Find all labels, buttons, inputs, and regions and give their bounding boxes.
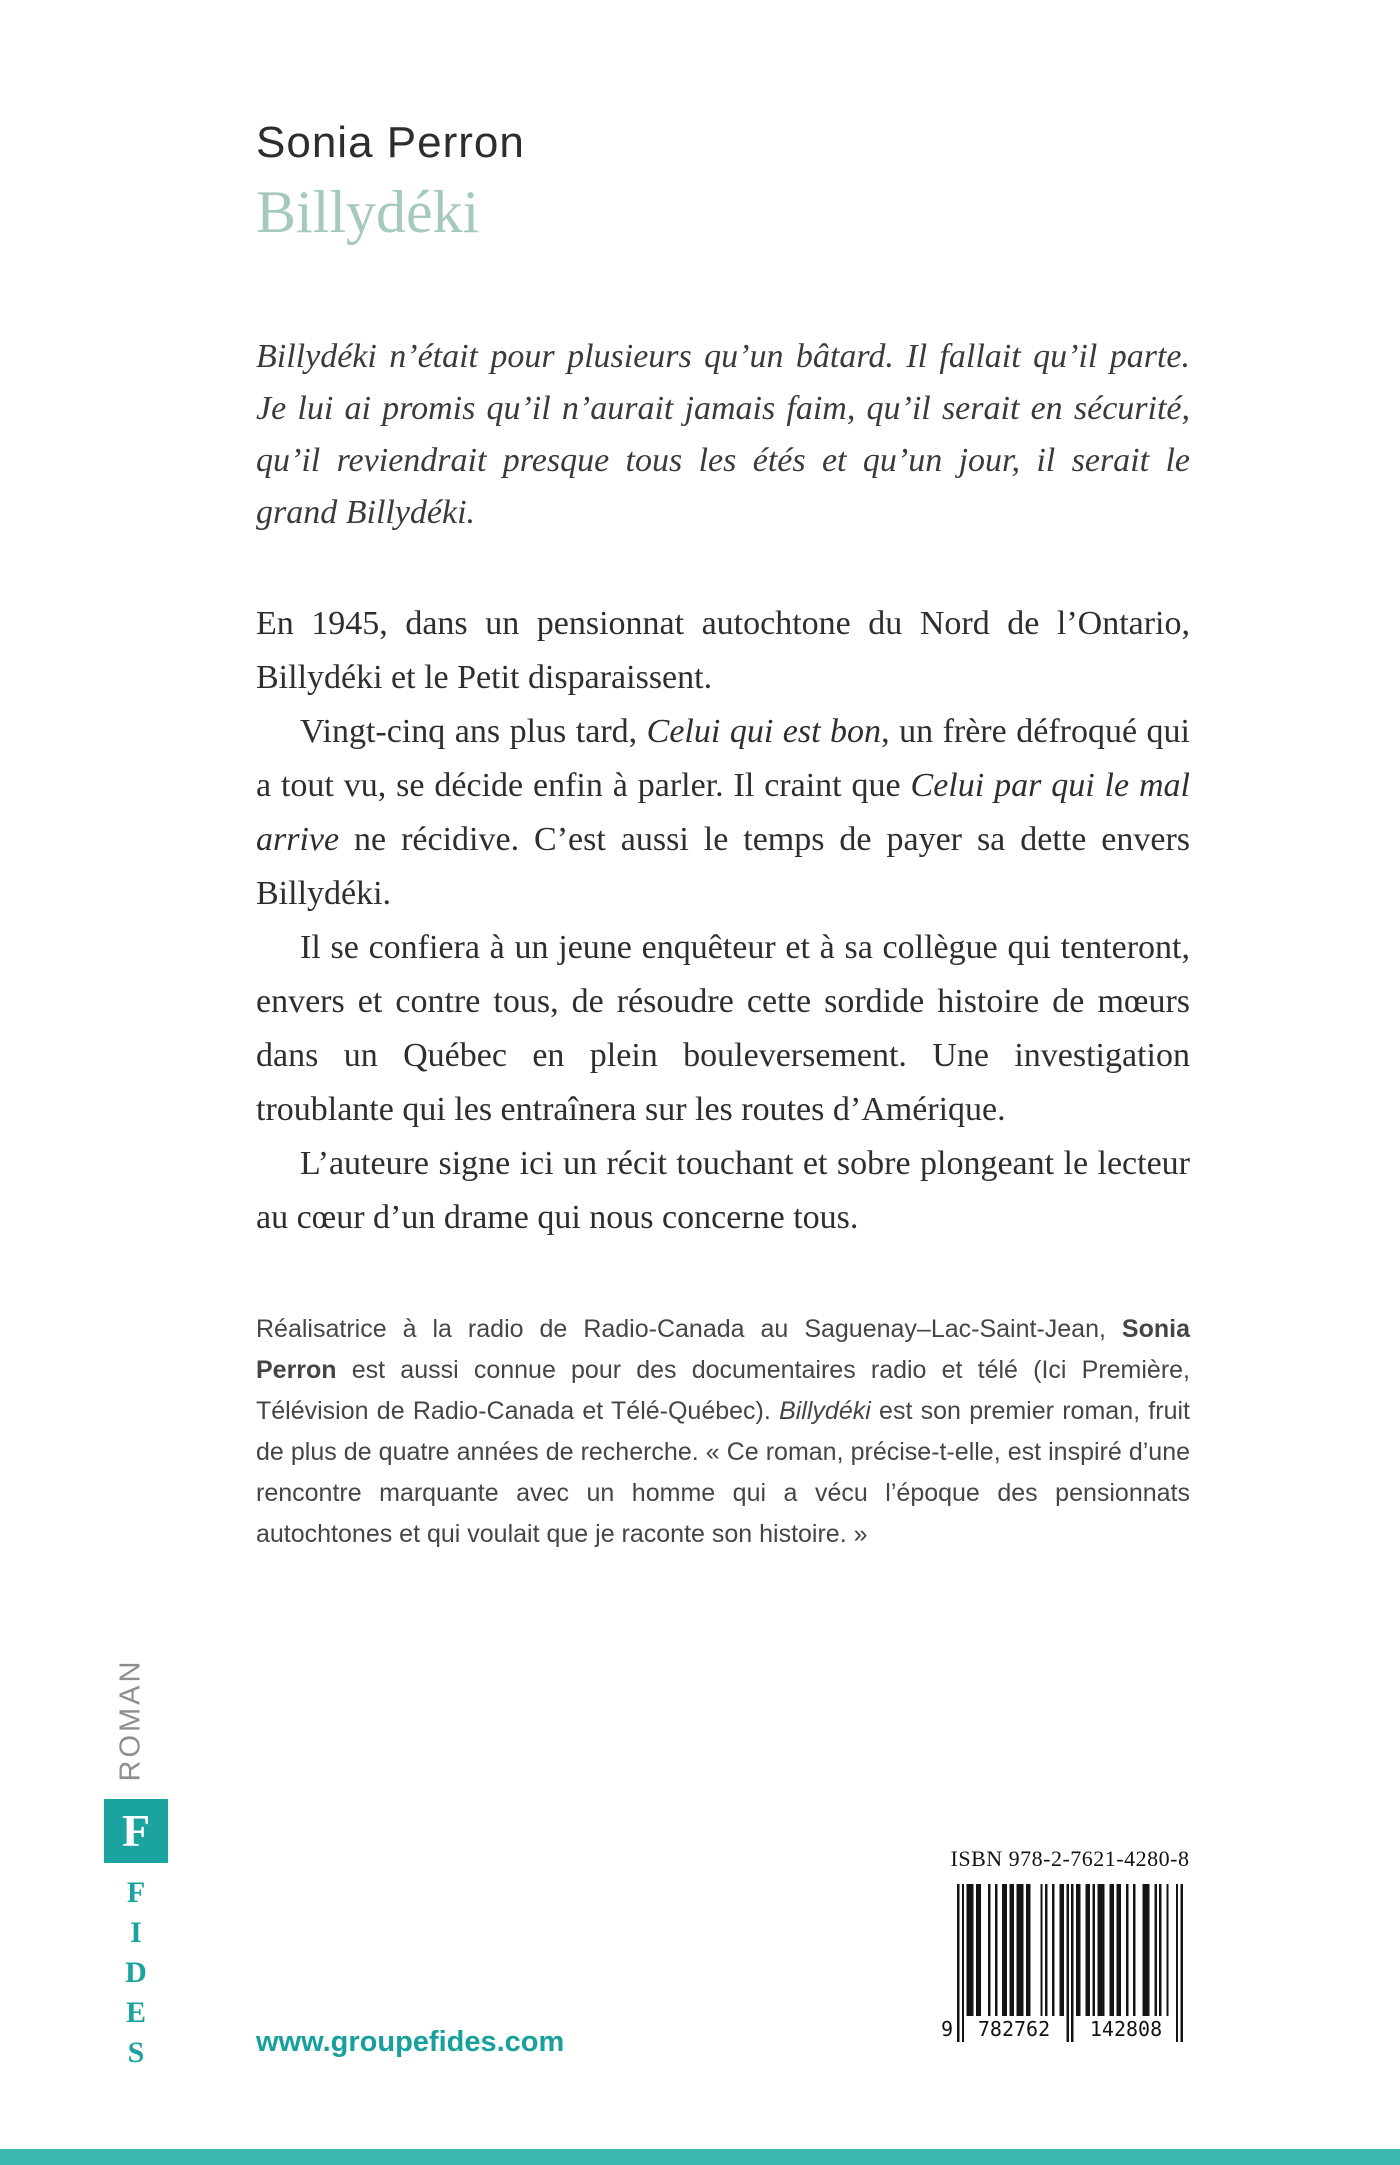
- cover-content: [256, 118, 1190, 1555]
- synopsis-paragraph-3: Il se confiera à un jeune enquêteur et à sa collègue qui tenteront, envers et contre tous, de résoudre cette sordide histoire de mœurs dans un Québec en plein bouleversement. Une investigation troublante qui les entraînera sur les routes d’Amérique.: [256, 928, 1190, 1128]
- publisher-name-vertical: [104, 1878, 168, 2068]
- barcode-digit-group: 9: [941, 2017, 954, 2041]
- barcode: [941, 1884, 1183, 2042]
- website-url: www.groupefides.com: [256, 2026, 565, 2058]
- publisher-letter: D: [125, 1956, 147, 1989]
- lead-excerpt: Billydéki n’était pour plusieurs qu’un bâtard. Il fallait qu’il parte. Je lui ai promis qu’il n’aurait jamais faim, qu’il serait en sécurité, qu’il reviendrait presque tous les étés et qu’un jour, il serait le grand Billydéki.: [256, 337, 1190, 531]
- synopsis-paragraph-1: En 1945, dans un pensionnat autochtone du Nord de l’Ontario, Billydéki et le Petit disparaissent.: [256, 604, 1190, 696]
- spine-genre-label: ROMAN: [114, 1658, 147, 1782]
- synopsis-paragraph-2: Vingt-cinq ans plus tard, Celui qui est bon, un frère défroqué qui a tout vu, se décide enfin à parler. Il craint que Celui par qui le mal arrive ne récidive. C’est aussi le temps de payer sa dette envers Billydéki.: [256, 712, 1191, 912]
- isbn-label: ISBN 978-2-7621-4280-8: [950, 1846, 1190, 1871]
- footer-accent-bar: [0, 2149, 1400, 2165]
- barcode-digits: [941, 2016, 1183, 2042]
- book-title: Billydéki: [256, 178, 480, 245]
- publisher-letter: F: [126, 1876, 146, 1909]
- fides-logo: [104, 1799, 168, 1863]
- barcode-digit-group: 142808: [1078, 2016, 1174, 2042]
- isbn-block: [941, 1846, 1190, 2042]
- barcode-digit-group: 782762: [966, 2016, 1062, 2042]
- fides-logo-letter: F: [121, 1805, 151, 1856]
- author-bio: Réalisatrice à la radio de Radio-Canada au Saguenay–Lac-Saint-Jean, Sonia Perron est aussi connue pour des documentaires radio et télé (Ici Première, Télévision de Radio-Canada et Télé-Québec). Billydéki est son premier roman, fruit de plus de quatre années de recherche. « Ce roman, précise-t-elle, est inspiré d’une rencontre marquante avec un homme qui a vécu l’époque des pensionnats autochtones et qui voulait que je raconte son histoire. »: [256, 1314, 1190, 1548]
- synopsis-paragraph-4: L’auteure signe ici un récit touchant et sobre plongeant le lecteur au cœur d’un drame qui nous concerne tous.: [256, 1144, 1190, 1236]
- publisher-letter: E: [125, 1996, 146, 2029]
- synopsis: [256, 597, 1190, 1245]
- publisher-letter: I: [130, 1916, 142, 1949]
- publisher-letter: S: [127, 2036, 145, 2069]
- author-name: Sonia Perron: [256, 118, 525, 167]
